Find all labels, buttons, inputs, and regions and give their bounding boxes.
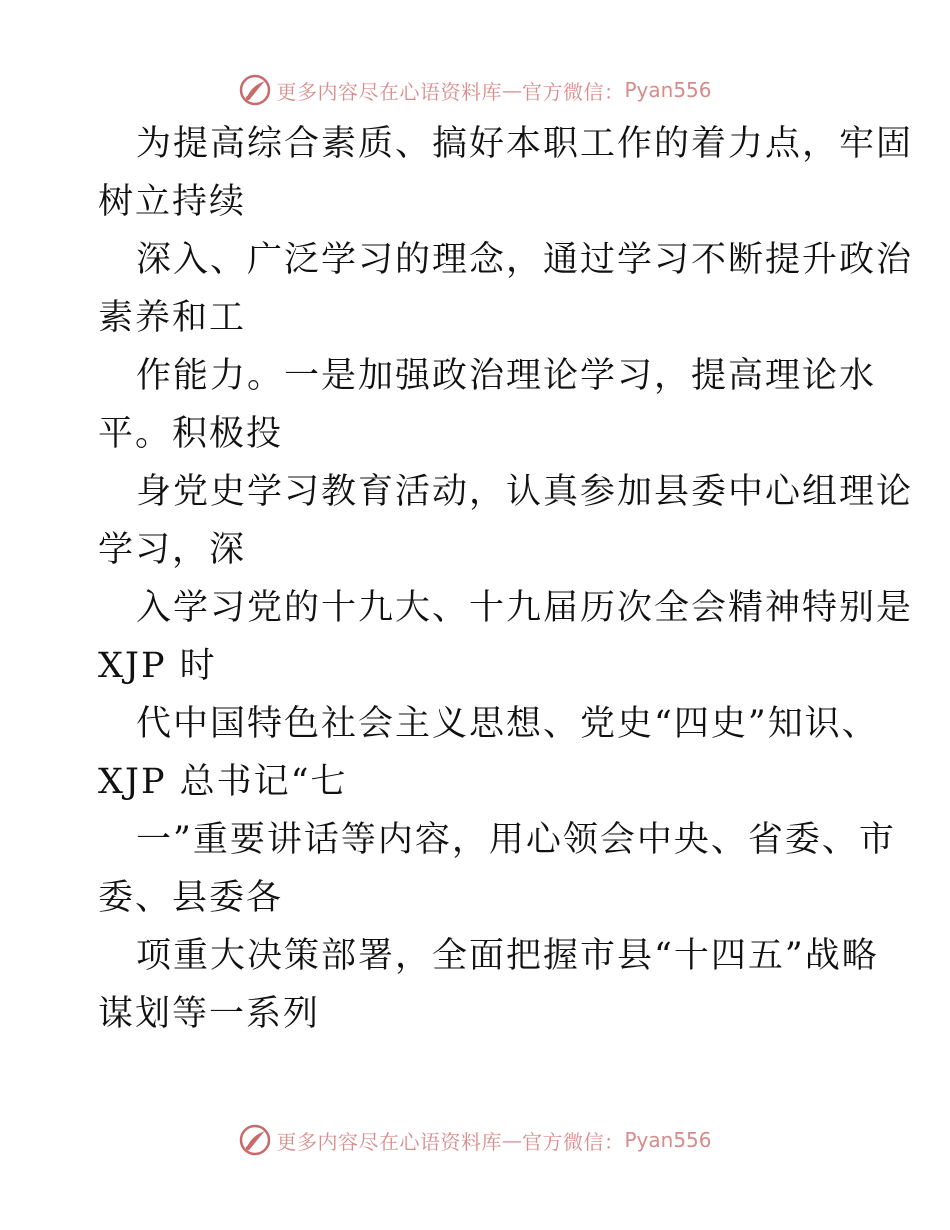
watermark-contact-text: 官方微信： <box>521 1129 625 1154</box>
body-line: 代中国特色社会主义思想、党史“四史”知识、 <box>136 704 879 744</box>
body-line: 一”重要讲话等内容，用心领会中央、省委、市 <box>136 820 896 860</box>
body-line: 学习，深 <box>98 530 247 570</box>
body-line: 素养和工 <box>98 298 247 338</box>
watermark-contact-text: 官方微信： <box>521 79 625 104</box>
body-line: 身党史学习教育活动，认真参加县委中心组理论 <box>136 472 914 512</box>
body-line: 深入、广泛学习的理念，通过学习不断提升政治 <box>136 240 914 280</box>
body-line: 作能力。一是加强政治理论学习，提高理论水 <box>136 356 877 396</box>
footer-watermark <box>0 1120 950 1160</box>
brush-seal-icon <box>238 1123 272 1157</box>
brush-seal-icon <box>238 73 272 107</box>
body-line: 项重大决策部署，全面把握市县“十四五”战略 <box>136 936 879 976</box>
body-line: 树立持续 <box>98 182 247 222</box>
body-line: 平。积极投 <box>98 414 284 454</box>
header-watermark <box>0 70 950 110</box>
body-line: 入学习党的十九大、十九届历次全会精神特别是 <box>136 588 914 628</box>
body-text <box>98 115 914 1043</box>
body-line: 委、县委各 <box>98 878 284 918</box>
watermark-site-text: 更多内容尽在心语资料库 <box>276 79 502 104</box>
body-line: XJP 总书记“七 <box>98 762 348 802</box>
watermark-separator: — <box>501 1128 522 1152</box>
watermark-separator: — <box>501 78 522 102</box>
watermark-account: Pyan556 <box>624 1128 712 1152</box>
watermark-site-text: 更多内容尽在心语资料库 <box>276 1129 502 1154</box>
body-line: 为提高综合素质、搞好本职工作的着力点，牢固 <box>136 124 914 164</box>
body-line: XJP 时 <box>98 646 217 686</box>
watermark-account: Pyan556 <box>624 78 712 102</box>
body-line: 谋划等一系列 <box>98 994 321 1034</box>
